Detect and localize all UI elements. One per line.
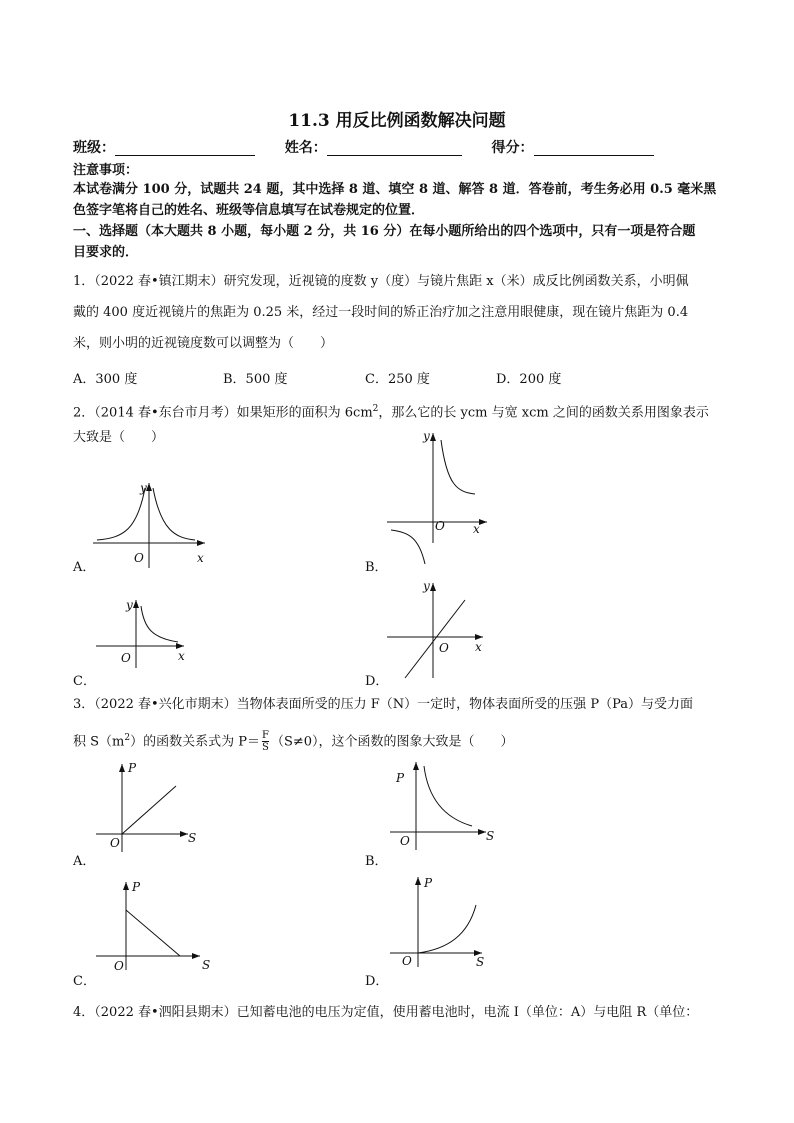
q3-graph-c[interactable] — [96, 880, 216, 973]
q2-graph-d[interactable] — [387, 580, 497, 680]
q3-d-s: S — [476, 955, 485, 969]
class-blank[interactable] — [115, 141, 255, 156]
q3-a-o: O — [110, 836, 120, 850]
q2-graph-a[interactable] — [93, 480, 233, 580]
q2-c-x: x — [178, 649, 185, 663]
q3-d-p: P — [424, 876, 433, 890]
section1-line-2: 目要求的． — [73, 245, 139, 260]
q2-graph-c[interactable] — [96, 598, 206, 678]
q2-option-d[interactable]: D． — [365, 674, 389, 689]
q2-d-x: x — [475, 640, 482, 654]
q3-line-1: 3．（2022 春•兴化市期末）当物体表面所受的压力 F（N）一定时，物体表面所受的压强 P（Pa）与受力面 — [73, 697, 693, 712]
q2-option-c[interactable]: C． — [73, 674, 96, 689]
q3-superscript: 2 — [124, 733, 131, 743]
q3-a-p: P — [128, 761, 137, 775]
q2-a-o: O — [134, 551, 144, 565]
q3-c-o: O — [114, 959, 124, 973]
q1-line-1: 1．（2022 春•镇江期末）研究发现，近视镜的度数 y（度）与镜片焦距 x（米）成反比例函数关系，小明佩 — [73, 274, 689, 289]
q2-c-o: O — [121, 651, 131, 665]
score-label: 得分： — [491, 140, 534, 156]
q2-option-b[interactable]: B． — [365, 560, 388, 575]
q3-option-a[interactable]: A． — [73, 854, 96, 869]
q1-option-a[interactable]: A．300 度 — [73, 372, 138, 387]
q3-graph-b[interactable] — [390, 760, 510, 850]
q2-d-o: O — [439, 641, 449, 655]
q3-c-s: S — [202, 958, 211, 972]
q2-line-1: 2．（2014 春•东台市月考）如果矩形的面积为 $6cm^2$，那么它的长 ycm 与宽 xcm 之间的函数关系用图象表示 — [73, 404, 709, 421]
q2-c-y: y — [126, 598, 133, 612]
q2-a-y: y — [140, 481, 147, 495]
section1-line-1: 一、选择题（本大题共 8 小题，每小题 2 分，共 16 分）在每小题所给出的四个选项中，只有一项是符合题 — [73, 224, 696, 239]
q3-b-s: S — [486, 829, 495, 843]
q2-option-a[interactable]: A． — [73, 560, 96, 575]
q3-a-s: S — [188, 831, 197, 845]
q2-line-2: 大致是（ ） — [73, 430, 165, 445]
q3-d-o: O — [402, 954, 412, 968]
fraction-denominator: S — [262, 742, 269, 754]
q3-b-o: O — [400, 834, 410, 848]
header-fields — [73, 140, 654, 156]
name-blank[interactable] — [327, 141, 462, 156]
class-label: 班级： — [73, 140, 115, 156]
q3-option-b[interactable]: B． — [365, 854, 388, 869]
q3-graph-a[interactable] — [96, 762, 216, 852]
q2-b-x: x — [473, 522, 480, 536]
q2-b-y: y — [423, 429, 430, 443]
notice-heading: 注意事项： — [73, 163, 139, 178]
q1-option-b[interactable]: B．500 度 — [223, 372, 288, 387]
q3-b-p: P — [396, 771, 405, 785]
q4-line-1: 4．（2022 春•泗阳县期末）已知蓄电池的电压为定值，使用蓄电池时，电流 I（单位：A）与电阻 R（单位： — [73, 1005, 699, 1020]
q2-graph-b[interactable] — [387, 430, 497, 545]
fraction-numerator: F — [262, 730, 269, 742]
q2-superscript: 2 — [372, 404, 379, 414]
page-title: 11.3 用反比例函数解决问题 — [288, 111, 506, 131]
name-label: 姓名： — [284, 140, 327, 156]
q3-line-2: 积 $S(m^2)$的函数关系式为 P＝ $\frac{F}{S}$ （S≠0），这个函数的图象大致是（ ） — [73, 730, 514, 754]
q1-line-2: 戴的 400 度近视镜片的焦距为 0.25 米，经过一段时间的矫正治疗加之注意用眼健康，现在镜片焦距为 0.4 — [73, 305, 689, 320]
q1-option-d[interactable]: D．200 度 — [496, 372, 562, 387]
q2-b-o: O — [435, 519, 445, 533]
pressure-fraction — [262, 730, 269, 753]
q2-a-x: x — [197, 551, 204, 565]
q2-d-y: y — [423, 579, 430, 593]
q3-graph-d[interactable] — [390, 875, 510, 970]
score-blank[interactable] — [534, 141, 654, 156]
notice-line-2: 色签字笔将自己的姓名、班级等信息填写在试卷规定的位置． — [73, 203, 425, 218]
notice-line-1: 本试卷满分 100 分，试题共 24 题，其中选择 8 道、填空 8 道、解答 8 道．答卷前，考生务必用 0.5 毫米黑 — [73, 182, 717, 197]
q3-c-p: P — [132, 880, 141, 894]
q3-option-d[interactable]: D． — [365, 974, 389, 989]
q1-option-c[interactable]: C．250 度 — [365, 372, 430, 387]
q1-line-3: 米，则小明的近视镜度数可以调整为（ ） — [73, 336, 334, 351]
q3-option-c[interactable]: C． — [73, 974, 96, 989]
